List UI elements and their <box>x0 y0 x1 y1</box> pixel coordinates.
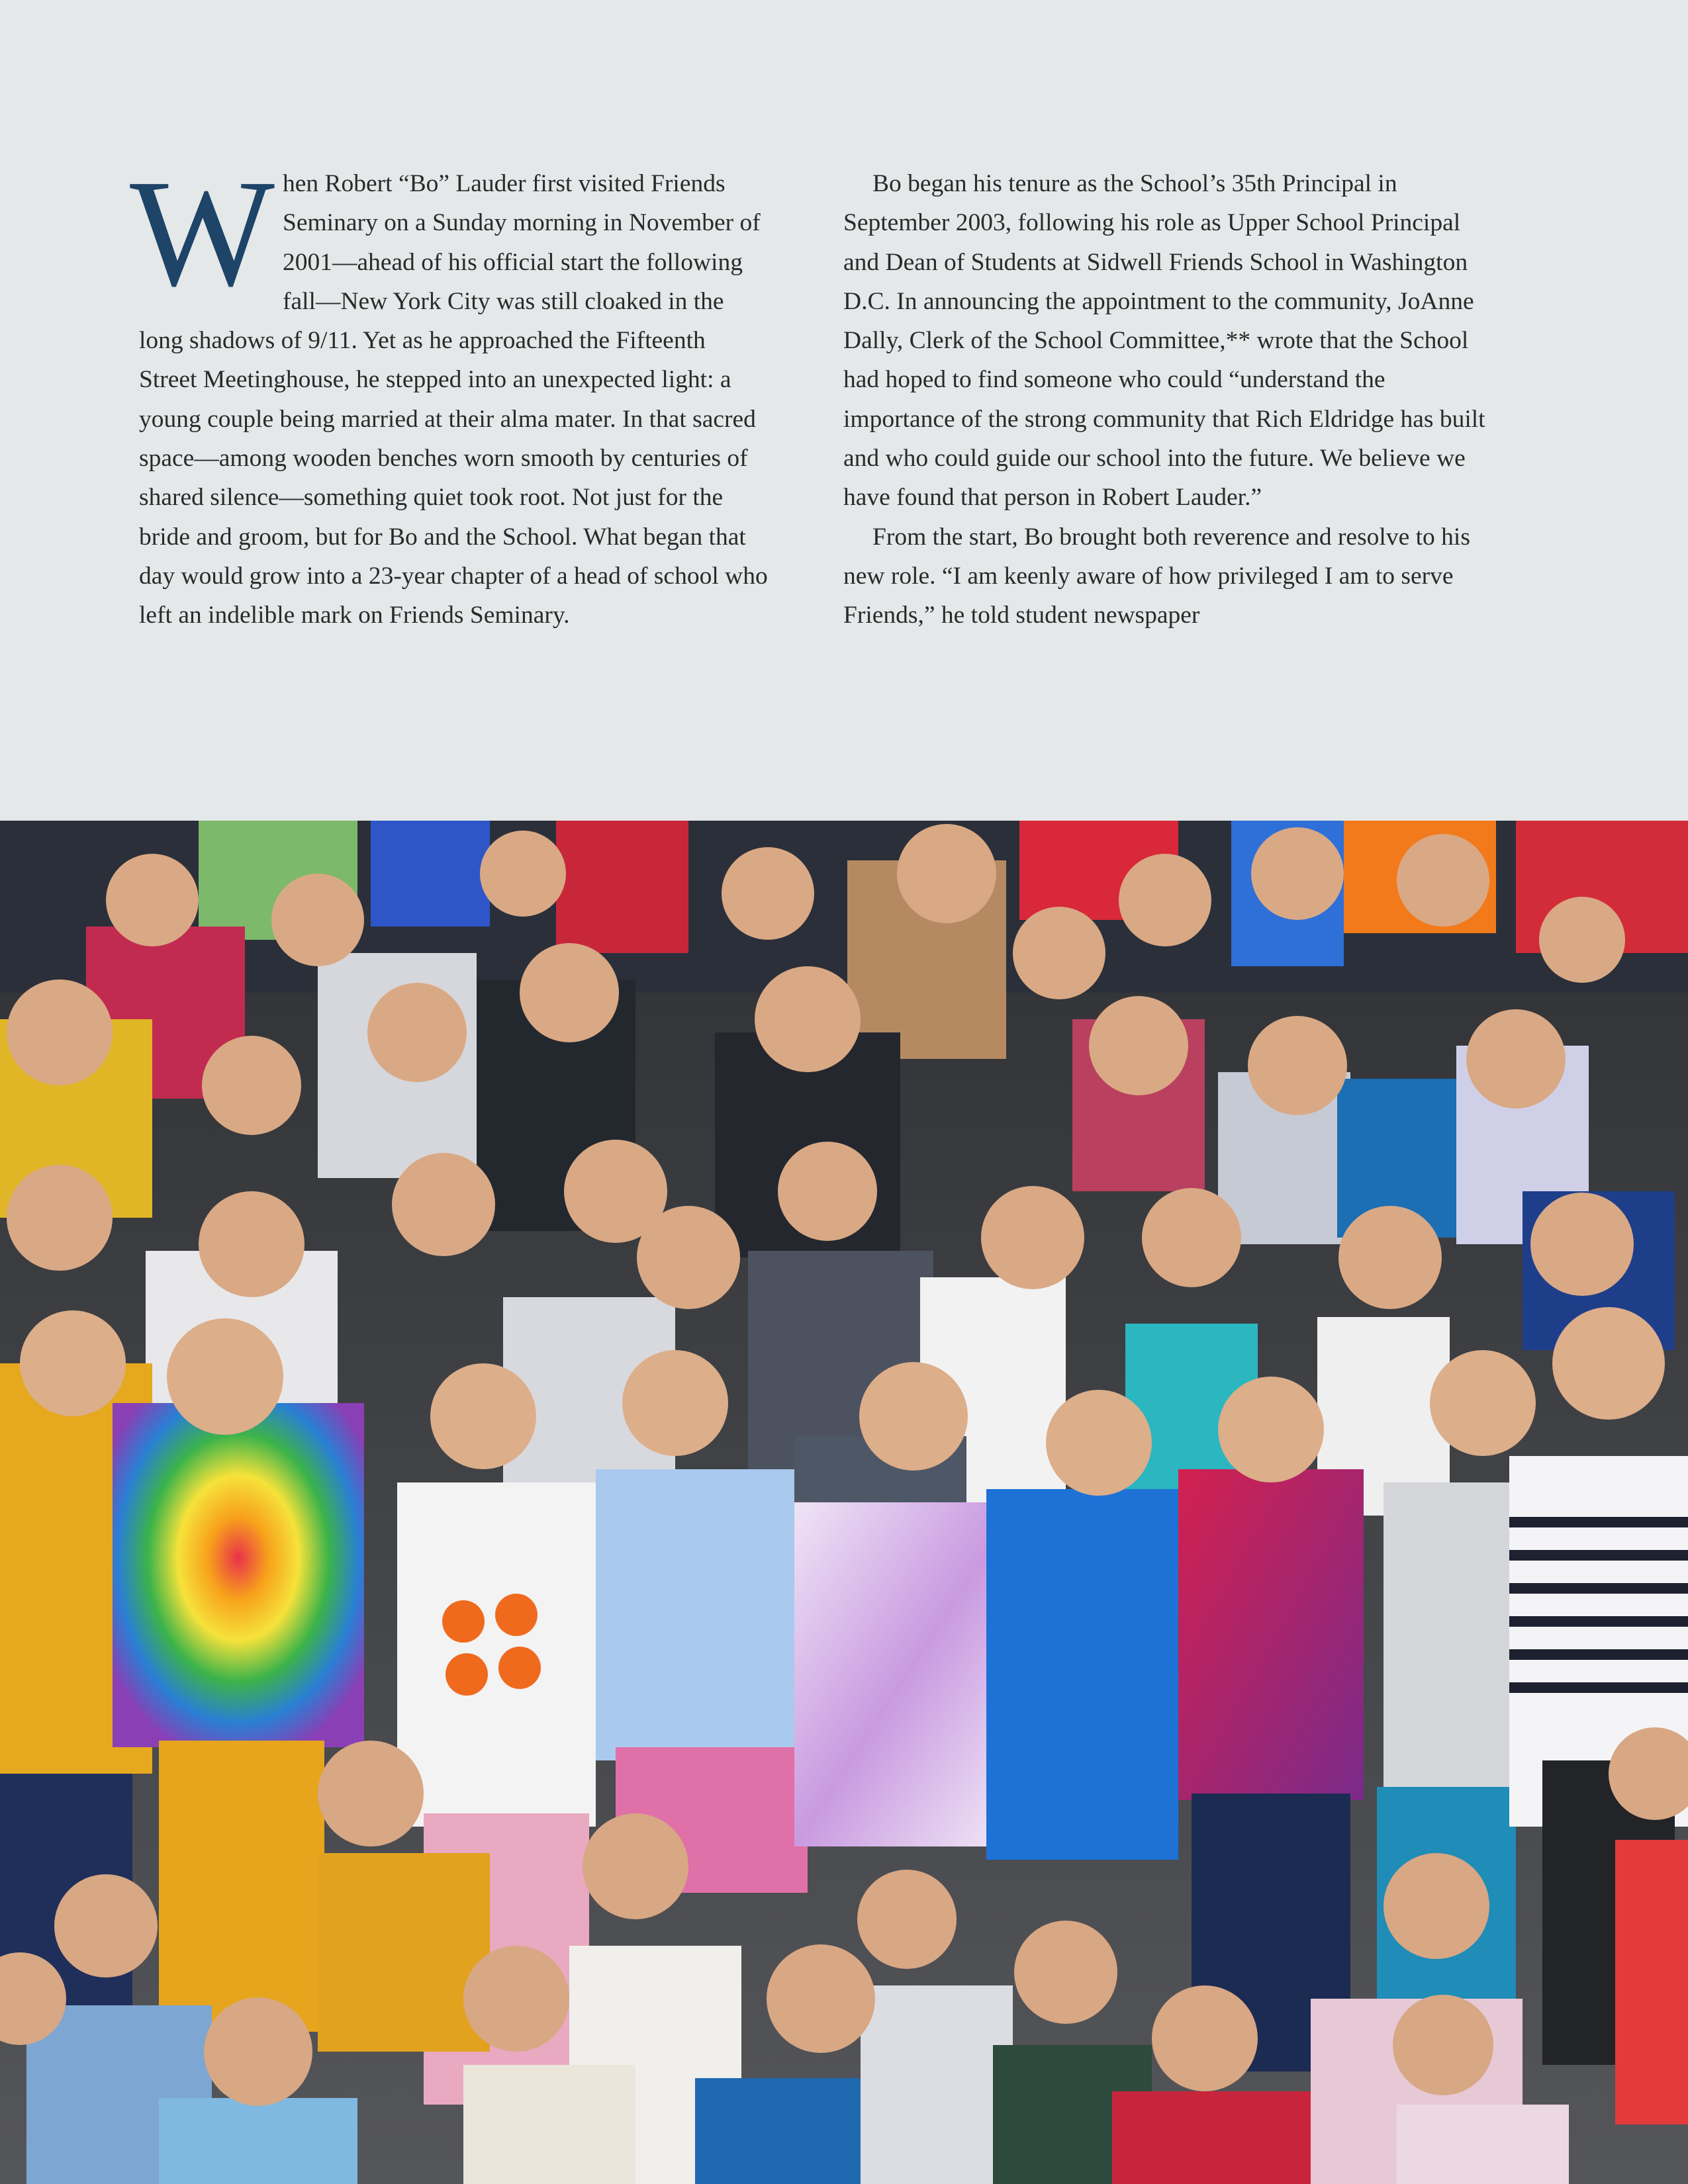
opening-paragraph-text: hen Robert “Bo” Lauder first visited Friends Seminary on a Sunday morning in November of 2001—ahead of his official start the following fall—New York City was still cloaked in the long shadows of 9/11. Yet as he approached the Fifteenth Street Meetinghouse, he stepped into an unexpected light: a young couple being married at their alma mater. In that sacred space—among wooden benches worn smooth by centuries of shared silence—something quiet took root. Not just for the bride and groom, but for Bo and the School. What began that day would grow into a 23-year chapter of a head of school who left an indelible mark on Friends Seminary. <box>139 170 768 629</box>
paragraph-appointment: Bo began his tenure as the School’s 35th Principal in September 2003, following his role as Upper School Principal and Dean of Students at Sidwell Friends School in Washington D.C. In announcing the appointment to the community, JoAnne Dally, Clerk of the School Committee,** wrote that the School had hoped to find someone who could “understand the importance of the strong community that Rich Eldridge has built and who could guide our school into the future. We believe we have found that person in Robert Lauder.” <box>843 170 1485 512</box>
article-text-band <box>0 0 1688 821</box>
article-column-left <box>130 148 768 635</box>
group-photo-students <box>0 821 1688 2184</box>
opening-paragraph <box>130 148 768 635</box>
article-column-right <box>843 164 1499 635</box>
group-photo-illustration <box>0 821 1688 2184</box>
paragraph-reverence: From the start, Bo brought both reverence and resolve to his new role. “I am keenly aware of how privileged I am to serve Friends,” he told student newspaper <box>843 523 1470 629</box>
drop-cap: W <box>130 148 275 318</box>
